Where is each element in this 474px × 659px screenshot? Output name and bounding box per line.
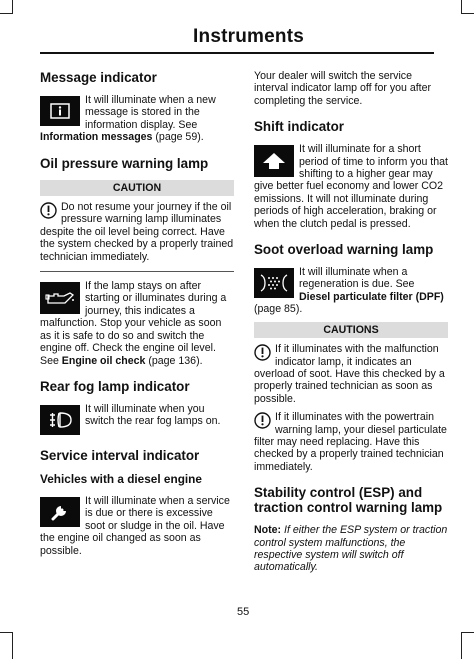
- shift-up-arrow-icon: [254, 145, 294, 177]
- caution-icon: [254, 344, 271, 364]
- caution-icon: [40, 202, 57, 222]
- diesel-particulate-filter-icon: [254, 268, 294, 298]
- message-indicator-page-ref: (page 59).: [152, 131, 204, 144]
- oil-pressure-page-ref: (page 136).: [145, 354, 203, 367]
- oil-pressure-section: [40, 156, 234, 367]
- esp-note-text: If either the ESP system or traction control system malfunctions, the respective system will switch off automatically.: [254, 524, 448, 574]
- rear-fog-lamp-icon: [40, 405, 80, 435]
- page-number: 55: [237, 606, 250, 618]
- soot-overload-heading: Soot overload warning lamp: [254, 242, 434, 258]
- soot-caution-2-text: If it illuminates with the powertrain warning lamp, your diesel particulate filter may need replacing. Have this checked by a properly trained technician immediately.: [254, 411, 447, 473]
- soot-overload-page-ref: (page 85).: [254, 303, 303, 316]
- crop-mark: [462, 13, 474, 14]
- header-divider: [40, 52, 434, 54]
- crop-mark: [461, 632, 462, 659]
- crop-mark: [12, 0, 13, 14]
- rear-fog-text: It will illuminate when you switch the rear fog lamps on.: [85, 402, 221, 428]
- esp-section: [254, 485, 448, 574]
- message-indicator-section: [40, 70, 234, 144]
- message-indicator-text: It will illuminate when a new message is stored in the information display. See: [85, 94, 216, 131]
- crop-mark: [0, 13, 12, 14]
- caution-label: CAUTION: [40, 180, 234, 196]
- soot-overload-text: It will illuminate when a regeneration is due. See: [299, 266, 415, 291]
- esp-heading: Stability control (ESP) and traction control warning lamp: [254, 485, 443, 516]
- information-messages-link[interactable]: Information messages: [40, 131, 153, 144]
- soot-overload-section: [254, 242, 448, 473]
- information-icon: [40, 96, 80, 126]
- service-interval-heading: Service interval indicator: [40, 447, 200, 463]
- shift-indicator-section: [254, 119, 448, 230]
- diesel-engine-subheading: Vehicles with a diesel engine: [40, 471, 202, 486]
- shift-indicator-text: It will illuminate for a short period of time to inform you that shifting to a higher gear may give better fuel economy and lower CO2 emissions. It will not illuminate during periods of high acceleration, braking or when the clutch pedal is pressed.: [254, 143, 448, 230]
- crop-mark: [462, 632, 474, 633]
- left-column: [40, 70, 234, 569]
- engine-oil-check-link[interactable]: Engine oil check: [61, 354, 146, 367]
- page-title: Instruments: [193, 26, 304, 47]
- crop-mark: [461, 0, 462, 14]
- crop-mark: [0, 632, 12, 633]
- oil-pressure-text: If the lamp stays on after starting or illuminates during a journey, this indicates a malfunction. Stop your vehicle as soon as it is safe to do so and switch the engine off. Check the engine oil level. See: [40, 280, 227, 367]
- cautions-label: CAUTIONS: [254, 322, 448, 338]
- service-interval-continued-text: Your dealer will switch the service interval indicator lamp off for you after completing the service.: [254, 70, 432, 107]
- message-indicator-heading: Message indicator: [40, 70, 157, 85]
- oil-can-icon: [40, 282, 80, 314]
- crop-mark: [12, 632, 13, 659]
- oil-caution-text: Do not resume your journey if the oil pressure warning lamp illuminates despite the oil level being correct. Have the system checked by a properly trained technician immediately.: [40, 201, 234, 263]
- shift-indicator-heading: Shift indicator: [254, 119, 345, 135]
- diesel-particulate-filter-link[interactable]: Diesel particulate filter (DPF): [299, 290, 444, 303]
- oil-pressure-heading: Oil pressure warning lamp: [40, 155, 209, 171]
- soot-caution-1-text: If it illuminates with the malfunction indicator lamp, it indicates an overload of soot. Have this checked by a properly trained technician as soon as possible.: [254, 343, 445, 405]
- service-interval-text: It will illuminate when a service is due or there is excessive soot or sludge in the oil. Have the engine oil changed as soon as possible.: [40, 494, 230, 557]
- right-column: [254, 70, 448, 586]
- rear-fog-heading: Rear fog lamp indicator: [40, 378, 190, 394]
- section-divider: [40, 271, 234, 272]
- note-label: Note:: [254, 524, 282, 537]
- rear-fog-section: [40, 379, 234, 436]
- caution-icon: [254, 412, 271, 432]
- service-interval-section: [40, 448, 234, 557]
- wrench-icon: [40, 497, 80, 527]
